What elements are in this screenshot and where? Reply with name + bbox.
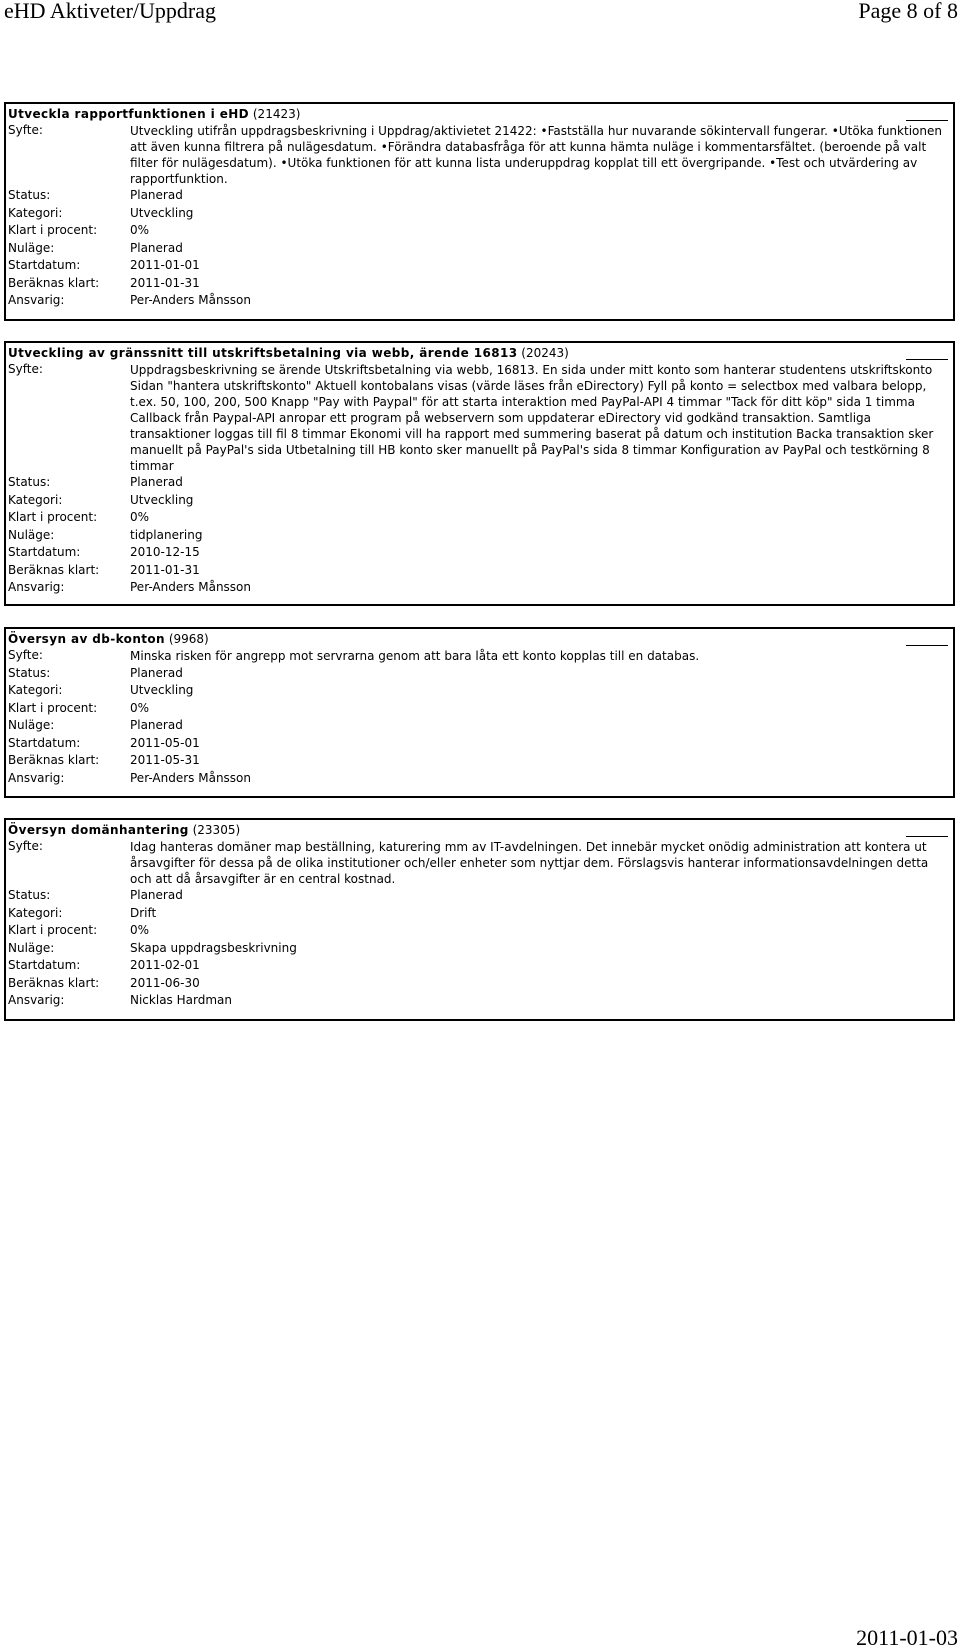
value-syfte: Utveckling utifrån uppdragsbeskrivning i Uppdrag/aktivietet 21422: •Fastställa hur nuvarande sökintervall fungerar. •Utöka funktionen att även kunna filtrera på nulägesdatum. •Förändra databasfråga för att kunna hämta nuläge i kommentarsfältet. (beroende på valt filter för nulägesdatum). •Utöka funktionen för att kunna lista underuppdrag kopplat till ett övergripande. •Test och utvärdering av rapportfunktion. xyxy=(130,124,942,186)
label-status: Status: xyxy=(8,475,51,489)
label-startdatum: Startdatum: xyxy=(8,545,81,559)
card-id: (23305) xyxy=(192,823,241,837)
title-rule xyxy=(906,645,948,646)
label-beraknas-klart: Beräknas klart: xyxy=(8,562,100,577)
title-rule xyxy=(906,836,948,837)
value-startdatum: 2011-02-01 xyxy=(130,958,200,972)
value-syfte: Minska risken för angrepp mot servrarna genom att bara låta ett konto kopplas till en databas. xyxy=(130,649,700,663)
value-ansvarig: Nicklas Hardman xyxy=(130,993,232,1007)
value-ansvarig: Per-Anders Månsson xyxy=(130,580,252,594)
label-startdatum: Startdatum: xyxy=(8,735,81,750)
label-ansvarig: Ansvarig: xyxy=(8,580,65,594)
label-ansvarig: Ansvarig: xyxy=(8,293,65,307)
label-syfte: Syfte: xyxy=(8,362,43,376)
label-startdatum: Startdatum: xyxy=(8,258,81,272)
label-status: Status: xyxy=(8,665,51,680)
card-name: Utveckling av gränssnitt till utskriftsbetalning via webb, ärende 16813 xyxy=(8,346,518,360)
value-status: Planerad xyxy=(130,475,183,489)
label-klart: Klart i procent: xyxy=(8,223,98,237)
label-klart: Klart i procent: xyxy=(8,923,98,937)
card-name: Översyn av db-konton xyxy=(8,632,165,646)
label-nulage: Nuläge: xyxy=(8,527,55,542)
value-beraknas-klart: 2011-05-31 xyxy=(130,753,200,767)
label-nulage: Nuläge: xyxy=(8,718,55,732)
label-ansvarig: Ansvarig: xyxy=(8,770,65,785)
label-beraknas-klart: Beräknas klart: xyxy=(8,275,100,290)
value-startdatum: 2011-05-01 xyxy=(130,735,200,750)
label-status: Status: xyxy=(8,188,51,202)
value-klart: 0% xyxy=(130,510,150,524)
label-nulage: Nuläge: xyxy=(8,940,55,955)
label-beraknas-klart: Beräknas klart: xyxy=(8,753,100,767)
label-syfte: Syfte: xyxy=(8,839,43,853)
value-klart: 0% xyxy=(130,923,150,937)
value-syfte: Uppdragsbeskrivning se ärende Utskriftsbetalning via webb, 16813. En sida under mitt konto som hanterar studentens utskriftskonto Sidan "hantera utskriftskonto" Aktuell kontobalans visas (värde läses från eDirectory) Fyll på konto = selectbox med valbara belopp, t.ex. 50, 100, 200, 500 Knapp "Pay with Paypal" för att starta interaktion med PayPal-API 4 timmar "Tack för ditt köp" sida 1 timma Callback från Paypal-API anropar ett program på webservern som uppdaterar eDirectory vid godkänd transaktion. Samtliga transaktioner loggas till fil 8 timmar Ekonomi vill ha rapport med summering baserat på datum och institution Backa transaktion sker manuellt på PayPal's sida Utbetalning till HB konto sker manuellt på PayPal's sida 8 timmar Konfiguration av PayPal och testkörning 8 timmar xyxy=(130,363,934,473)
card-id: (9968) xyxy=(168,632,209,646)
label-kategori: Kategori: xyxy=(8,905,63,920)
title-rule xyxy=(906,120,948,121)
value-ansvarig: Per-Anders Månsson xyxy=(130,770,252,785)
footer-date: 2011-01-03 xyxy=(856,1625,958,1650)
value-kategori: Utveckling xyxy=(130,492,194,507)
activity-card xyxy=(4,102,955,321)
label-kategori: Kategori: xyxy=(8,492,63,507)
value-nulage: tidplanering xyxy=(130,527,203,542)
value-klart: 0% xyxy=(130,700,150,715)
card-title xyxy=(8,631,949,647)
title-rule xyxy=(906,359,948,360)
activity-card xyxy=(4,341,955,606)
value-beraknas-klart: 2011-01-31 xyxy=(130,562,200,577)
activity-card xyxy=(4,818,955,1021)
label-syfte: Syfte: xyxy=(8,123,43,137)
label-status: Status: xyxy=(8,888,51,902)
header-title: eHD Aktiveter/Uppdrag xyxy=(4,0,216,23)
label-startdatum: Startdatum: xyxy=(8,958,81,972)
value-beraknas-klart: 2011-01-31 xyxy=(130,275,200,290)
label-kategori: Kategori: xyxy=(8,205,63,220)
value-nulage: Planerad xyxy=(130,718,183,732)
value-beraknas-klart: 2011-06-30 xyxy=(130,975,200,990)
card-name: Utveckla rapportfunktionen i eHD xyxy=(8,107,250,121)
card-title xyxy=(8,345,949,361)
value-kategori: Utveckling xyxy=(130,683,194,697)
value-startdatum: 2011-01-01 xyxy=(130,258,200,272)
value-status: Planerad xyxy=(130,665,183,680)
card-id: (21423) xyxy=(252,107,301,121)
label-klart: Klart i procent: xyxy=(8,700,98,715)
label-syfte: Syfte: xyxy=(8,648,43,662)
value-ansvarig: Per-Anders Månsson xyxy=(130,293,252,307)
value-syfte: Idag hanteras domäner map beställning, katurering mm av IT-avdelningen. Det innebär mycket onödig administration att kontera ut årsavgifter för dessa på de olika institutioner och/eller enheter som nyttjar dem. Förslagsvis hanterar informationsavdelningen detta och att då årsavgifter är en central kostnad. xyxy=(130,840,929,886)
card-id: (20243) xyxy=(521,346,569,360)
value-klart: 0% xyxy=(130,223,150,237)
value-status: Planerad xyxy=(130,188,183,202)
label-beraknas-klart: Beräknas klart: xyxy=(8,975,100,990)
value-status: Planerad xyxy=(130,888,183,902)
activity-card xyxy=(4,627,955,798)
value-kategori: Utveckling xyxy=(130,205,194,220)
card-title xyxy=(8,822,949,838)
value-nulage: Skapa uppdragsbeskrivning xyxy=(130,940,297,955)
page-number: Page 8 of 8 xyxy=(858,0,958,23)
card-name: Översyn domänhantering xyxy=(8,823,189,837)
label-kategori: Kategori: xyxy=(8,683,63,697)
label-klart: Klart i procent: xyxy=(8,510,98,524)
value-kategori: Drift xyxy=(130,905,157,920)
label-ansvarig: Ansvarig: xyxy=(8,993,65,1007)
value-startdatum: 2010-12-15 xyxy=(130,545,200,559)
label-nulage: Nuläge: xyxy=(8,240,55,255)
value-nulage: Planerad xyxy=(130,240,183,255)
card-title xyxy=(8,106,949,122)
